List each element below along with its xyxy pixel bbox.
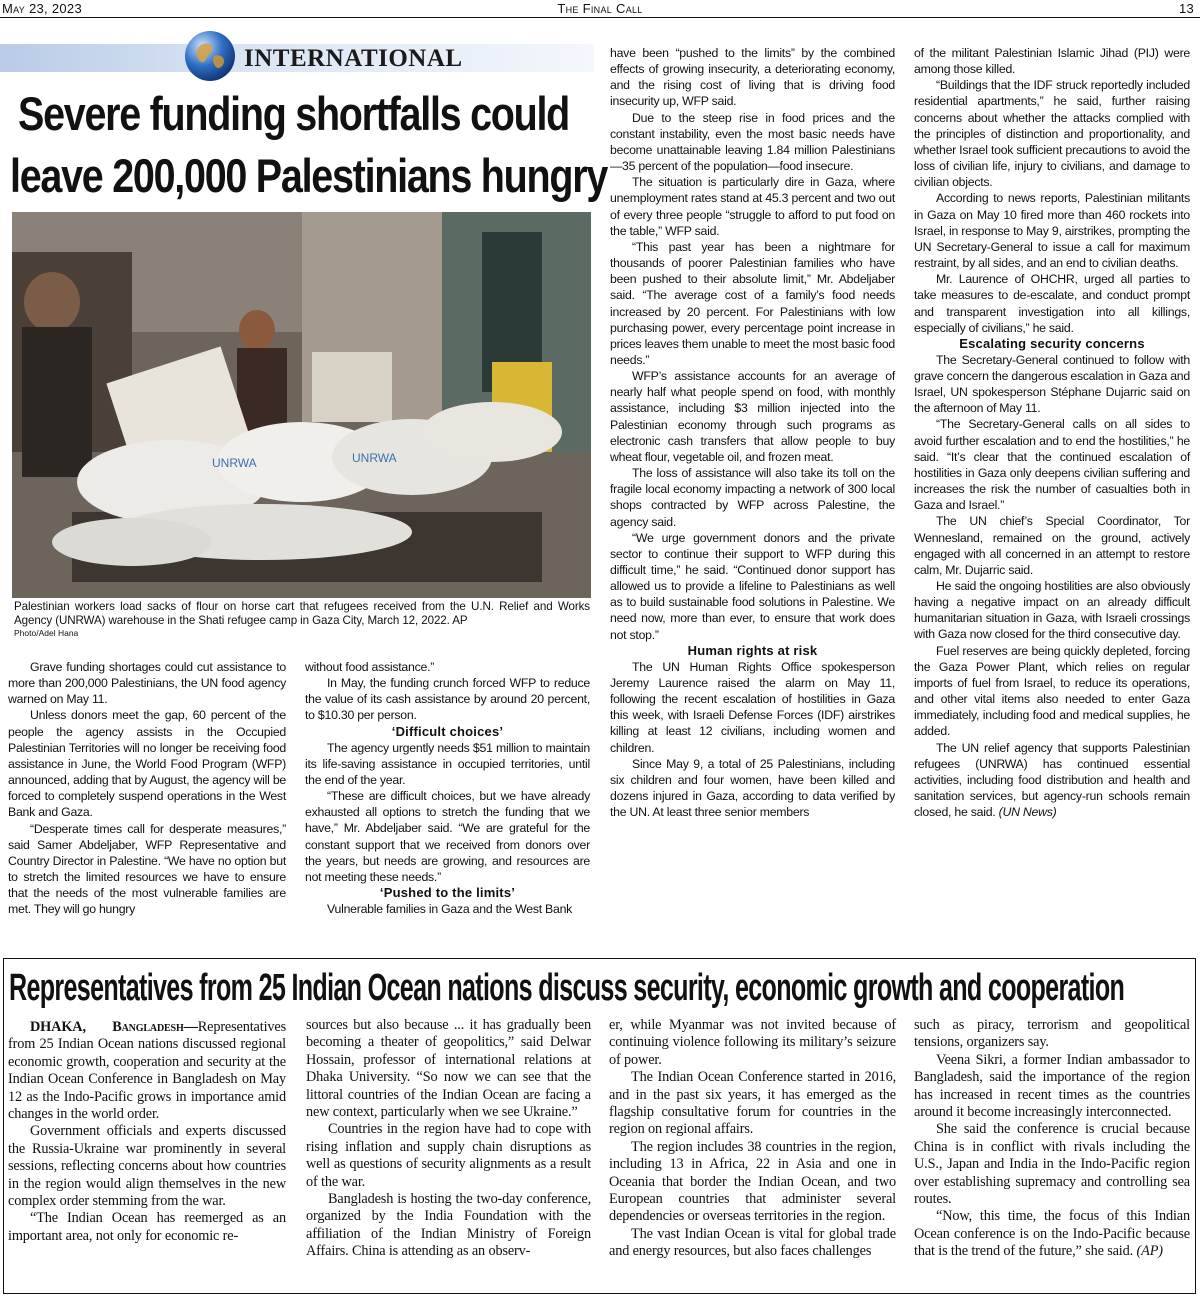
article-column-1 xyxy=(8,659,286,918)
article-column-1 xyxy=(8,1019,286,1245)
paragraph: The loss of assistance will also take its toll on the fragile local economy impacting a network of 300 local shops contracted by WFP across Palestine, the agency said. xyxy=(610,466,895,529)
paragraph: Unless donors meet the gap, 60 percent of the people the agency assists in the Occupied Palestinian Territories will no longer be receiving food assistance in June, the World Food Program (WFP) announced, adding that by August, the agency will be forced to completely suspend operations in the West Bank and Gaza. xyxy=(8,708,286,820)
page-number: 13 xyxy=(1178,1,1194,16)
publication-name: The Final Call xyxy=(557,1,643,16)
article-headline-line1: Severe funding shortfalls could xyxy=(18,87,570,140)
paragraph: The Indian Ocean Conference started in 2016, and in the past six years, it has emerged as the flagship consultative forum for countries in the region on regional affairs. xyxy=(609,1069,896,1138)
paragraph-text: “Now, this time, the focus of this Indian Ocean conference is on the Indo-Pacific because that is the trend of the future,” she said. xyxy=(914,1208,1190,1260)
paragraph xyxy=(914,740,1190,821)
paragraph: Government officials and experts discussed the Russia-Ukraine war prominently in several sessions, reflecting concerns about how countries in the region would align themselves in the new complex order stemming from the war. xyxy=(8,1123,286,1210)
paragraph: The situation is particularly dire in Gaza, where unemployment rates stand at 45.3 percent and two out of every three people “struggle to afford to put food on the table,” WFP said. xyxy=(610,175,895,238)
paragraph: “The Secretary-General calls on all sides to avoid further escalation and to end the hostilities,” he said. “It’s clear that the continued escalation of hostilities in Gaza only deepens civilian suffering and increases the risk the number of casualties both in Gaza and Israel.” xyxy=(914,417,1190,513)
paragraph: er, while Myanmar was not invited because of continuing violence following its military’s seizure of power. xyxy=(609,1017,896,1068)
paragraph: The region includes 38 countries in the region, including 13 in Africa, 22 in Asia and one in Oceania that border the Indian Ocean, and two European countries that administer several dependencies or overseas territories in the region. xyxy=(609,1138,896,1225)
paragraph: The UN Human Rights Office spokesperson Jeremy Laurence raised the alarm on May 11, following the recent escalation of hostilities in Gaza this week, with Israeli Defense Forces (IDF) airstrikes killing at least 12 civilians, including women and children. xyxy=(610,659,895,755)
paragraph xyxy=(914,1208,1190,1260)
paragraph: Grave funding shortages could cut assistance to more than 200,000 Palestinians, the UN food agency warned on May 11. xyxy=(8,660,286,707)
paragraph: WFP’s assistance accounts for an average of nearly half what people spend on food, with monthly assistance, including $3 million injected into the Palestinian economy through such programs as electronic cash transfers that allow people to buy wheat flour, vegetable oil, and frozen meat. xyxy=(610,369,895,464)
paragraph: Mr. Laurence of OHCHR, urged all parties to take measures to de-escalate, and conduct prompt and transparent investigation into all killings, especially of civilians,” he said. xyxy=(914,272,1190,335)
section-label: INTERNATIONAL xyxy=(244,45,463,72)
article-column-4 xyxy=(914,45,1190,820)
paragraph: “The Indian Ocean has reemerged as an important area, not only for economic re- xyxy=(8,1210,286,1244)
paragraph: “Buildings that the IDF struck reportedly included residential apartments,” he said, further raising concerns about whether the attacks complied with the principles of distinction and proportionality, and whether Israel took sufficient precautions to avoid the loss of civilian life, injury to civilians, and damage to civilian objects. xyxy=(914,78,1190,190)
paragraph: Since May 9, a total of 25 Palestinians, including six children and four women, have been killed and dozens injured in Gaza, according to data verified by the UN. At least three senior members xyxy=(610,756,895,820)
paragraph: without food assistance.” xyxy=(305,660,435,674)
paragraph: The UN chief’s Special Coordinator, Tor Wennesland, remained on the ground, actively engaged with all concerned in an attempt to restore calm, Mr. Dujarric said. xyxy=(914,514,1190,577)
photo-caption: Palestinian workers load sacks of flour on horse cart that refugees received from the U.N. Relief and Works Agency (UNRWA) warehouse in the Shati refugee camp in Gaza City, March 12, 2022. AP xyxy=(14,600,590,627)
paragraph: According to news reports, Palestinian militants in Gaza on May 10 fired more than 460 rockets into Israel, in response to May 9, airstrikes, prompting the UN Secretary-General to issue a call for maximum restraint, by all sides, and an end to civilian deaths. xyxy=(914,191,1190,271)
paragraph: The vast Indian Ocean is vital for global trade and energy resources, but also faces challenges xyxy=(609,1225,896,1260)
article-column-3 xyxy=(609,1017,896,1261)
news-photo xyxy=(12,212,591,598)
paragraph: Vulnerable families in Gaza and the West Bank xyxy=(327,902,573,917)
paragraph: In May, the funding crunch forced WFP to reduce the value of its cash assistance by around 20 percent, to $10.30 per person. xyxy=(305,676,590,723)
photo-credit: Photo/Adel Hana xyxy=(14,628,79,638)
paragraph: He said the ongoing hostilities are also obviously having a negative impact on an already difficult humanitarian situation in Gaza, with Israeli crossings with Gaza now closed for the third consecutive day. xyxy=(914,579,1190,642)
dateline: DHAKA, Bangladesh— xyxy=(30,1019,198,1035)
svg-text:UNRWA: UNRWA xyxy=(212,456,257,470)
paragraph: Bangladesh is hosting the two-day conference, organized by the India Foundation with the affiliation of the Indian Ministry of Foreign Affairs. China is attending as an observ- xyxy=(306,1191,591,1260)
paragraph: Countries in the region have had to cope with rising inflation and supply chain disruptions as well as questions of security alignments as a result of the war. xyxy=(306,1121,591,1190)
paragraph: “Desperate times call for desperate measures,” said Samer Abdeljaber, WFP Representative and Country Director in Palestine. “We have no option but to stretch the limited resources we have to ensure that the needs of the most vulnerable families are met. They will go hungry xyxy=(8,821,286,917)
article-headline-line2: leave 200,000 Palestinians hungry xyxy=(10,149,608,202)
article-column-2 xyxy=(306,1017,591,1261)
article-column-3 xyxy=(610,45,895,820)
subhead: Human rights at risk xyxy=(687,642,818,658)
paragraph: sources but also because ... it has gradually been becoming a theater of geopolitics,” said Delwar Hossain, professor of international relations at Dhaka University. “So now we can see that the littoral countries of the Indian Ocean are facing a new context, particularly when we see Ukraine.” xyxy=(306,1017,591,1121)
header-rule xyxy=(0,17,1200,18)
subhead: Escalating security concerns xyxy=(959,335,1145,351)
source-credit: (AP) xyxy=(1136,1243,1163,1260)
globe-icon xyxy=(184,30,236,82)
paragraph: Veena Sikri, a former Indian ambassador to Bangladesh, said the importance of the region has increased in recent times as the countries around it become increasingly interconnected. xyxy=(914,1051,1190,1121)
paragraph: The agency urgently needs $51 million to maintain its life-saving assistance in occupied territories, until the end of the year. xyxy=(305,740,590,787)
article-indian-ocean-box xyxy=(3,958,1196,1294)
paragraph: Fuel reserves are being quickly depleted, forcing the Gaza Power Plant, which relies on regular imports of fuel from Israel, to reduce its operations, and other vital items also needed to enter Gaza immediately, including food and medical supplies, he added. xyxy=(914,643,1190,739)
paragraph: of the militant Palestinian Islamic Jihad (PIJ) were among those killed. xyxy=(914,46,1190,77)
paragraph: She said the conference is crucial because China is in conflict with rivals including the U.S., Japan and India in the Indo-Pacific region over establishing supremacy and controlling sea routes. xyxy=(914,1121,1190,1208)
issue-date: May 23, 2023 xyxy=(2,1,82,16)
paragraph: have been “pushed to the limits” by the combined effects of growing insecurity, a deteriorating economy, and the rising cost of living that is driving food insecurity up, WFP said. xyxy=(610,46,895,109)
paragraph: “This past year has been a nightmare for thousands of poorer Palestinian families who have been pushed to their absolute limit,” Mr. Abdeljaber said. “The average cost of a family’s food needs increased by 20 percent. For Palestinians with low purchasing power, every percentage point increase in prices leaves them unable to meet the most basic food needs.” xyxy=(610,239,895,367)
source-credit: (UN News) xyxy=(998,805,1057,820)
paragraph: “We urge government donors and the private sector to continue their support to WFP during this difficult time,” he said. “Continued donor support has allowed us to provide a lifeline to Palestinians as well as to build sustainable food solutions in Palestine. We need now, more than ever, to ensure that work does not stop.” xyxy=(610,530,895,642)
article-column-2 xyxy=(305,659,590,917)
paragraph: Due to the steep rise in food prices and the constant instability, even the most basic needs have become unattainable leaving 1.84 million Palestinians—35 percent of the population—food insecure. xyxy=(610,110,895,174)
svg-text:UNRWA: UNRWA xyxy=(352,451,397,465)
paragraph: The Secretary-General continued to follow with grave concern the dangerous escalation in Gaza and Israel, UN spokesperson Stéphane Dujarric said on the afternoon of May 11. xyxy=(914,352,1190,416)
paragraph-text: Representatives from 25 Indian Ocean nations discussed regional economic growth, cooperation and security at the Indian Ocean Conference in Bangladesh on May 12 as the Indo-Pacific grows in importance amid changes in the world order. xyxy=(8,1019,286,1123)
paragraph: “These are difficult choices, but we have already exhausted all options to stretch the funding that we have,” Mr. Abdeljaber said. “We are grateful for the constant support that we received from donors over the years, but needs are growing, and resources are not meeting these needs.” xyxy=(305,789,590,884)
subhead: ‘Pushed to the limits’ xyxy=(379,885,516,901)
subhead: ‘Difficult choices’ xyxy=(391,723,504,739)
article-headline: Representatives from 25 Indian Ocean nations discuss security, economic growth and cooperation xyxy=(9,967,1125,1009)
paragraph-text: The UN relief agency that supports Palestinian refugees (UNRWA) has continued essential activities, including food distribution and health and sanitation services, but agency-run schools remain closed, he said. xyxy=(914,740,1190,820)
paragraph: such as piracy, terrorism and geopolitical tensions, organizers say. xyxy=(914,1017,1190,1051)
paragraph xyxy=(8,1019,286,1123)
article-column-4 xyxy=(914,1017,1190,1261)
